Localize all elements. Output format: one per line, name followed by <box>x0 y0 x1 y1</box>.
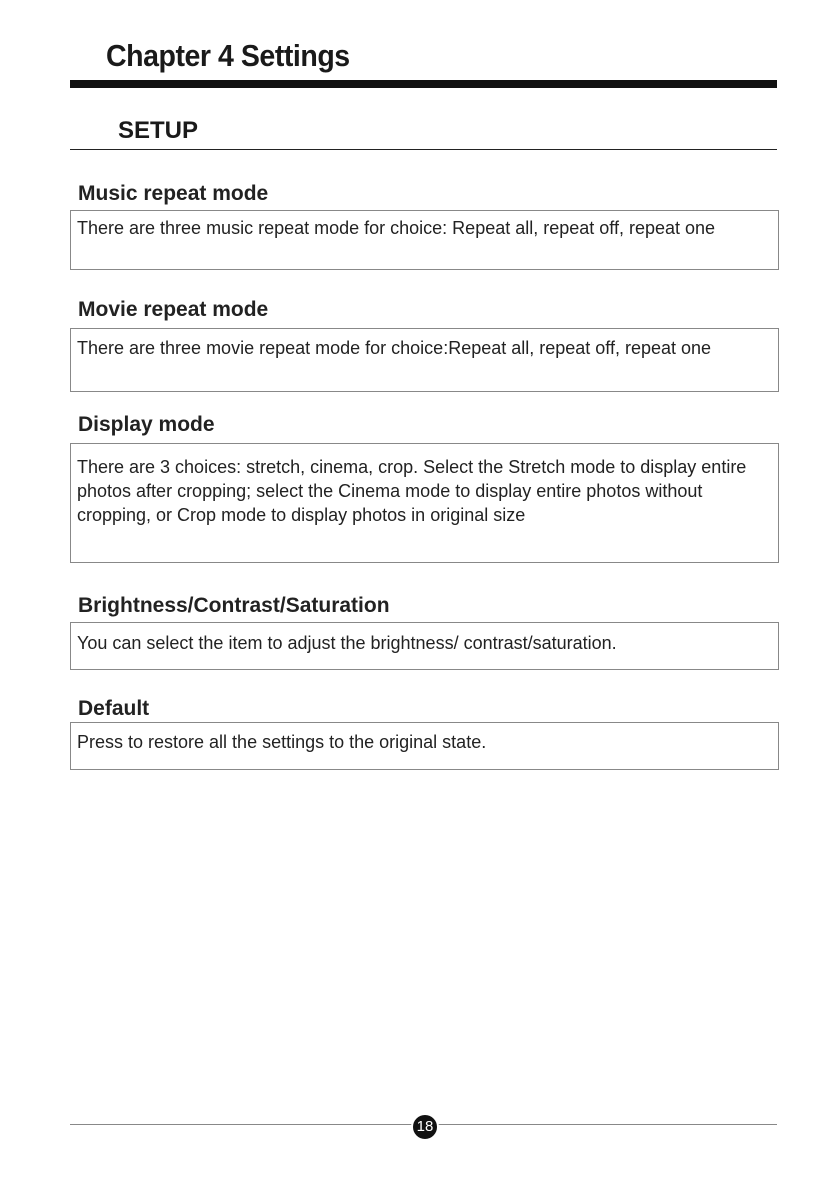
item-heading-default: Default <box>78 697 150 720</box>
section-title: SETUP <box>118 117 199 144</box>
item-body-movie-repeat: There are three movie repeat mode for choice:Repeat all, repeat off, repeat one <box>70 328 779 392</box>
item-body-brightness: You can select the item to adjust the brightness/ contrast/saturation. <box>70 622 779 670</box>
chapter-title: Chapter 4 Settings <box>106 38 350 73</box>
item-heading-display-mode: Display mode <box>78 413 215 436</box>
item-body-music-repeat: There are three music repeat mode for choice: Repeat all, repeat off, repeat one <box>70 210 779 270</box>
section-divider <box>70 149 777 150</box>
item-body-display-mode: There are 3 choices: stretch, cinema, crop. Select the Stretch mode to display entire photos after cropping; select the Cinema mode to display entire photos without cropping, or Crop mode to display photos in original size <box>70 443 779 563</box>
item-heading-brightness: Brightness/Contrast/Saturation <box>78 594 390 617</box>
item-heading-music-repeat: Music repeat mode <box>78 182 269 205</box>
chapter-divider <box>70 80 777 88</box>
page-number: 18 <box>411 1113 439 1141</box>
item-body-default: Press to restore all the settings to the original state. <box>70 722 779 770</box>
item-heading-movie-repeat: Movie repeat mode <box>78 298 269 321</box>
